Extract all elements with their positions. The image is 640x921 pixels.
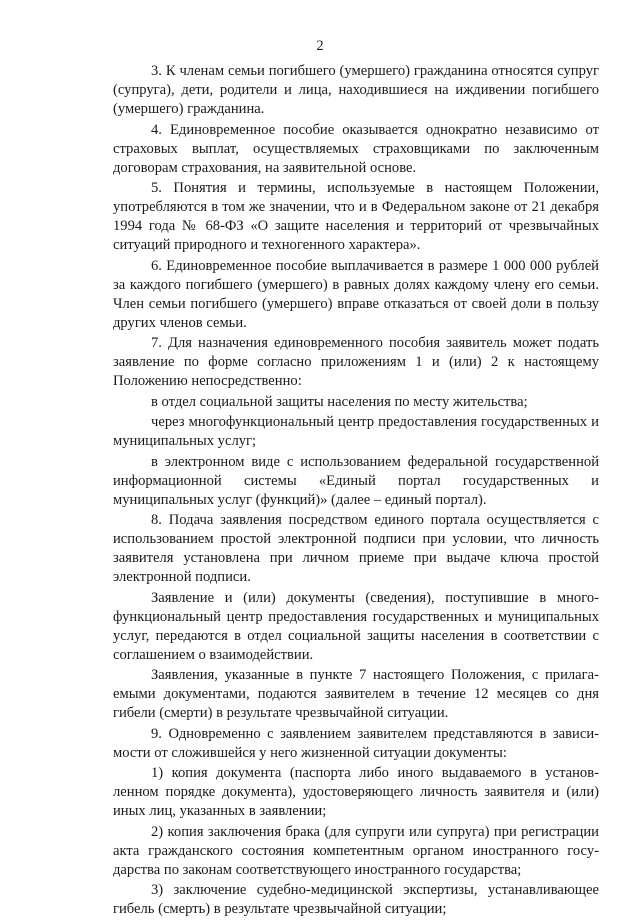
paragraph-deadline: Заявления, указанные в пункте 7 настоящего Положения, с прилагаемыми документами, подаются заявителем в течение 12 месяцев со дня гибели (смерти) в результате чрезвычайной ситуации. (113, 667, 599, 721)
paragraph-item-5: 5. Понятия и термины, используемые в настоящем Положении, употребляются в том же значении, что и в Федеральном законе от 21 декабря 1994 года № 68-ФЗ «О защите населения и территорий от чрезвычайных ситуаций природного и техногенного характера». (113, 180, 599, 253)
paragraph-option-electronic: в электронном виде с использованием федеральной государственной информационной системы «Единый портал государственных и муниципальных услуг (функций)» (далее – единый портал). (113, 453, 599, 508)
paragraph-option-mfc: через многофункциональный центр предоставления государственных и муниципальных услуг; (113, 414, 599, 449)
paragraph-item-4: 4. Единовременное пособие оказывается однократно независимо от страховых выплат, осуществляемых страховщиками по заключенным договорам страхования, на заявительной основе. (113, 121, 599, 176)
paragraph-doc-3: 3) заключение судебно-медицинской экспертизы, устанавливающее гибель (смерть) в результате чрезвычайной ситуации; (113, 882, 599, 917)
paragraph-item-6: 6. Единовременное пособие выплачивается в размере 1 000 000 рублей за каждого погибшего (умершего) в равных долях каждому члену его семьи. Член семьи погибшего (умершего) вправе отказаться от своей доли в пользу других членов семьи. (113, 257, 599, 331)
paragraph-item-7: 7. Для назначения единовременного пособия заявитель может подать заявление по форме согласно приложениям 1 и (или) 2 к настоящему Положению непосредственно: (113, 335, 599, 389)
paragraph-mfc-transfer: Заявление и (или) документы (сведения), поступившие в многофункциональный центр предоставления государственных и муниципальных услуг, передаются в отдел социальной защиты населения в соответствии с соглашением о взаимодействии. (113, 589, 599, 663)
page-number: 2 (316, 38, 324, 54)
paragraph-doc-2: 2) копия заключения брака (для супруги или супруга) при регистрации акта гражданского состояния компетентным органом иностранного государства по законам соответствующего иностранного государства; (113, 823, 599, 878)
paragraph-item-8: 8. Подача заявления посредством единого портала осуществляется с использованием простой электронной подписи при условии, что личность заявителя установлена при личном приеме при выдаче ключа простой электронной подписи. (113, 512, 599, 585)
document-body (113, 62, 599, 921)
paragraph-item-9: 9. Одновременно с заявлением заявителем представляются в зависимости от сложившейся у него жизненной ситуации документы: (113, 725, 599, 761)
paragraph-option-social-office: в отдел социальной защиты населения по месту жительства; (151, 393, 528, 410)
paragraph-item-3: 3. К членам семьи погибшего (умершего) гражданина относятся супруг (супруга), дети, родители и лица, находившиеся на иждивении погибшего (умершего) гражданина. (113, 63, 599, 117)
paragraph-doc-1: 1) копия документа (паспорта либо иного выдаваемого в установленном порядке документа), удостоверяющего личность заявителя и (или) иных лиц, указанных в заявлении; (113, 765, 599, 819)
